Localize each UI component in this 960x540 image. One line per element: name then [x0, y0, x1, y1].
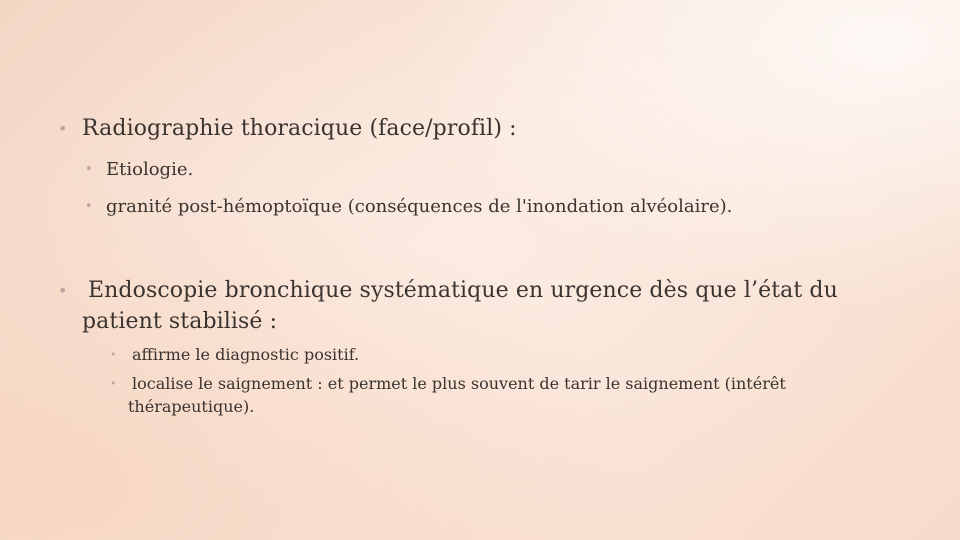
- sub-bullet-etiologie: [85, 159, 194, 180]
- sub-bullet-affirme: [110, 345, 360, 364]
- bullet-icon: •: [85, 162, 93, 177]
- bullet-text-line2: patient stabilisé :: [82, 309, 278, 334]
- sub-bullet-text: affirme le diagnostic positif.: [132, 345, 360, 364]
- bullet-icon: •: [85, 199, 93, 214]
- bullet-icon: •: [110, 377, 117, 390]
- bullet-endoscopie: [58, 278, 838, 303]
- bullet-radiographie: [58, 116, 517, 141]
- sub-bullet-text-line2: thérapeutique).: [128, 397, 255, 416]
- bullet-endoscopie-continuation: [82, 309, 277, 334]
- bullet-icon: •: [58, 281, 68, 300]
- bullet-text-line1: Endoscopie bronchique systématique en urgence dès que l’état du: [88, 278, 838, 303]
- bullet-icon: •: [110, 348, 117, 361]
- sub-bullet-text: granité post-hémoptoïque (conséquences de l'inondation alvéolaire).: [106, 196, 733, 217]
- sub-bullet-granite: [85, 196, 733, 217]
- bullet-icon: •: [58, 119, 68, 138]
- sub-bullet-text-line1: localise le saignement : et permet le plus souvent de tarir le saignement (intérêt: [132, 374, 786, 393]
- sub-bullet-text: Etiologie.: [106, 159, 194, 180]
- sub-bullet-localise-continuation: [128, 397, 254, 416]
- sub-bullet-localise: [110, 374, 786, 393]
- bullet-text: Radiographie thoracique (face/profil) :: [82, 116, 517, 141]
